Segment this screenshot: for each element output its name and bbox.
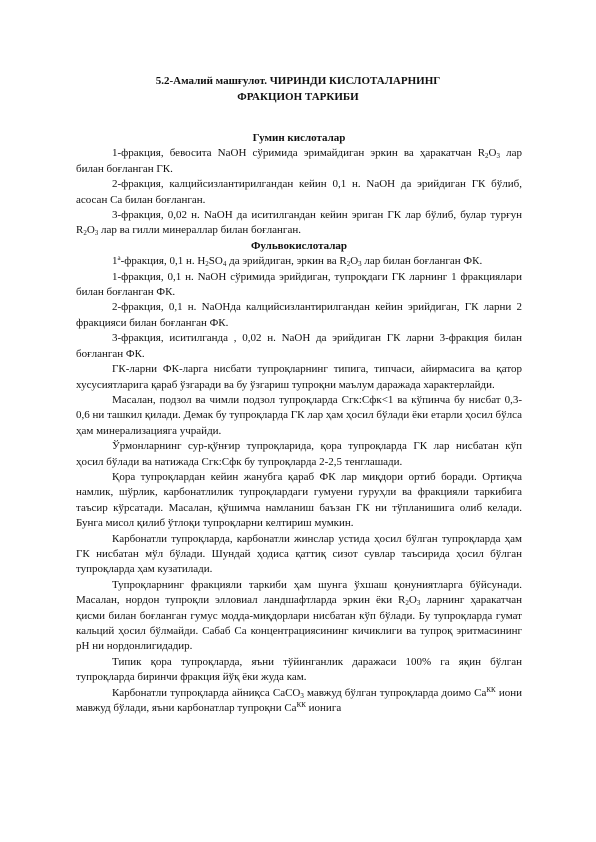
- paragraph-fraction-composition: Тупроқларнинг фракцияли таркиби ҳам шунга ўхшаш қонуниятларга бўйсунади. Масалан, нордон тупроқли элловиал ландшафтларда эркин ёки $R_2O_3$ ларнинг ҳаракатчан қисми билан боғланган гумус модда-миқдорлари нисбатан кўп бўлади. Бу тупроқларда гумат кальций ҳосил бўлмайди. Сабаб Са концентрациясининг кичиклиги ва тупроқ эритмасининг рН ни нордонлигидадир.: [76, 578, 522, 653]
- paragraph-forest-soils: Ўрмонларнинг сур-қўнғир тупроқларида, қора тупроқларда ГК лар нисбатан кўп ҳосил бўлади ва натижада Сгк:Сфк бу тупроқларда 2-2,5 тенглашади.: [76, 440, 522, 468]
- title-line-1: 5.2-Амалий машғулот. ЧИРИНДИ КИСЛОТАЛАРНИНГ: [155, 75, 441, 87]
- paragraph-humic-fraction-2: 2-фракция, калцийсизлантирилгандан кейин 0,1 н. NaOH да эрийдиган ГК бўлиб, асосан Са билан боғланган.: [76, 178, 522, 206]
- paragraph-fulvic-fraction-1a: $1^а$-фракция, 0,1 н. $H_2SO_4$ да эрийдиган, эркин ва $R_2O_3$ лар билан боғланган ФК.: [112, 254, 483, 269]
- paragraph-black-soils: Қора тупроқлардан кейин жанубга қараб ФК лар миқдори ортиб боради. Ортиқча намлик, шўрлик, карбонатлилик тупроқлардаги гумуени гуруҳли ва фракцияли таркибига таъсир кўрсатади. Масалан, қўшимча намланиш баъзан ГК ни тўпланишига олиб келади. Бунга мисол қилиб ўтлоқи тупроқларни келтириш мумкин.: [76, 470, 522, 530]
- paragraph-podzol: Масалан, подзол ва чимли подзол тупроқларда Сгк:Сфк<1 ва кўпинча бу нисбат 0,3-0,6 ни ташкил қилади. Демак бу тупроқларда ГК лар ҳам ҳосил бўлади ёки етарли ҳосил бўлса ҳам минерализацияга учрайди.: [76, 393, 522, 437]
- paragraph-carbonate-soils: Карбонатли тупроқларда, карбонатли жинслар устида ҳосил бўлган тупроқларда ҳам ГК нисбатан мўл бўлади. Шундай ҳодиса қаттиқ сизот сувлар таъсирида ҳосил бўлган тупроқларда ҳам кузатилади.: [76, 532, 522, 576]
- section-heading-fulvic: Фульвокислоталар: [250, 239, 348, 252]
- title-line-2: ФРАКЦИОН ТАРКИБИ: [237, 90, 359, 103]
- paragraph-fulvic-fraction-3: 3-фракция, иситилганда , 0,02 н. NaOH да эрийдиган ГК ларни 3-фракция билан боғланган ФК.: [76, 332, 522, 360]
- page-title: [78, 74, 518, 105]
- paragraph-calcium-ions: Карбонатли тупроқларда айниқса СаСО$_3$ мавжуд бўлган тупроқларда доимо $Са^{КК}$ иони мавжуд бўлади, яъни карбонатлар тупроқни $Са^{КК}$ ионига: [76, 685, 523, 715]
- paragraph-humic-fraction-1: 1-фракция, бевосита NaOH сўримида эримайдиган эркин ва ҳаракатчан $R_2O_3$ лар билан боғланган ГК.: [76, 147, 523, 175]
- paragraph-fulvic-fraction-2: 2-фракция, 0,1 н. NaOHда калцийсизлантирилгандан кейин эрийдиган, ГК ларни 2 фракцияси билан боғланган ФК.: [76, 301, 522, 329]
- paragraph-fulvic-fraction-1: 1-фракция, 0,1 н. NaOH сўримида эрийдиган, тупроқдаги ГК ларнинг 1 фракциялари билан боғланган ФК.: [76, 270, 522, 299]
- paragraph-typical-black-soils: Типик қора тупроқларда, яъни тўйинганлик даражаси 100% га яқин бўлган тупроқларда биринчи фракция йўқ ёки жуда кам.: [76, 655, 522, 684]
- paragraph-humic-fraction-3: 3-фракция, 0,02 н. NaOH да иситилгандан кейин эриган ГК лар бўлиб, булар турғун $R_2O_3$ лар ва гилли минераллар билан боғланган.: [76, 209, 522, 238]
- paragraph-ratio-intro: ГК-ларни ФК-ларга нисбати тупроқларнинг типига, типчаси, айирмасига ва қатор хусусиятларига қараб ўзгаради ва бу ўзгариш тупроқни маълум даражада характерлайди.: [76, 363, 522, 391]
- section-heading-humic: Гумин кислоталар: [252, 132, 346, 144]
- body-text: [76, 131, 522, 716]
